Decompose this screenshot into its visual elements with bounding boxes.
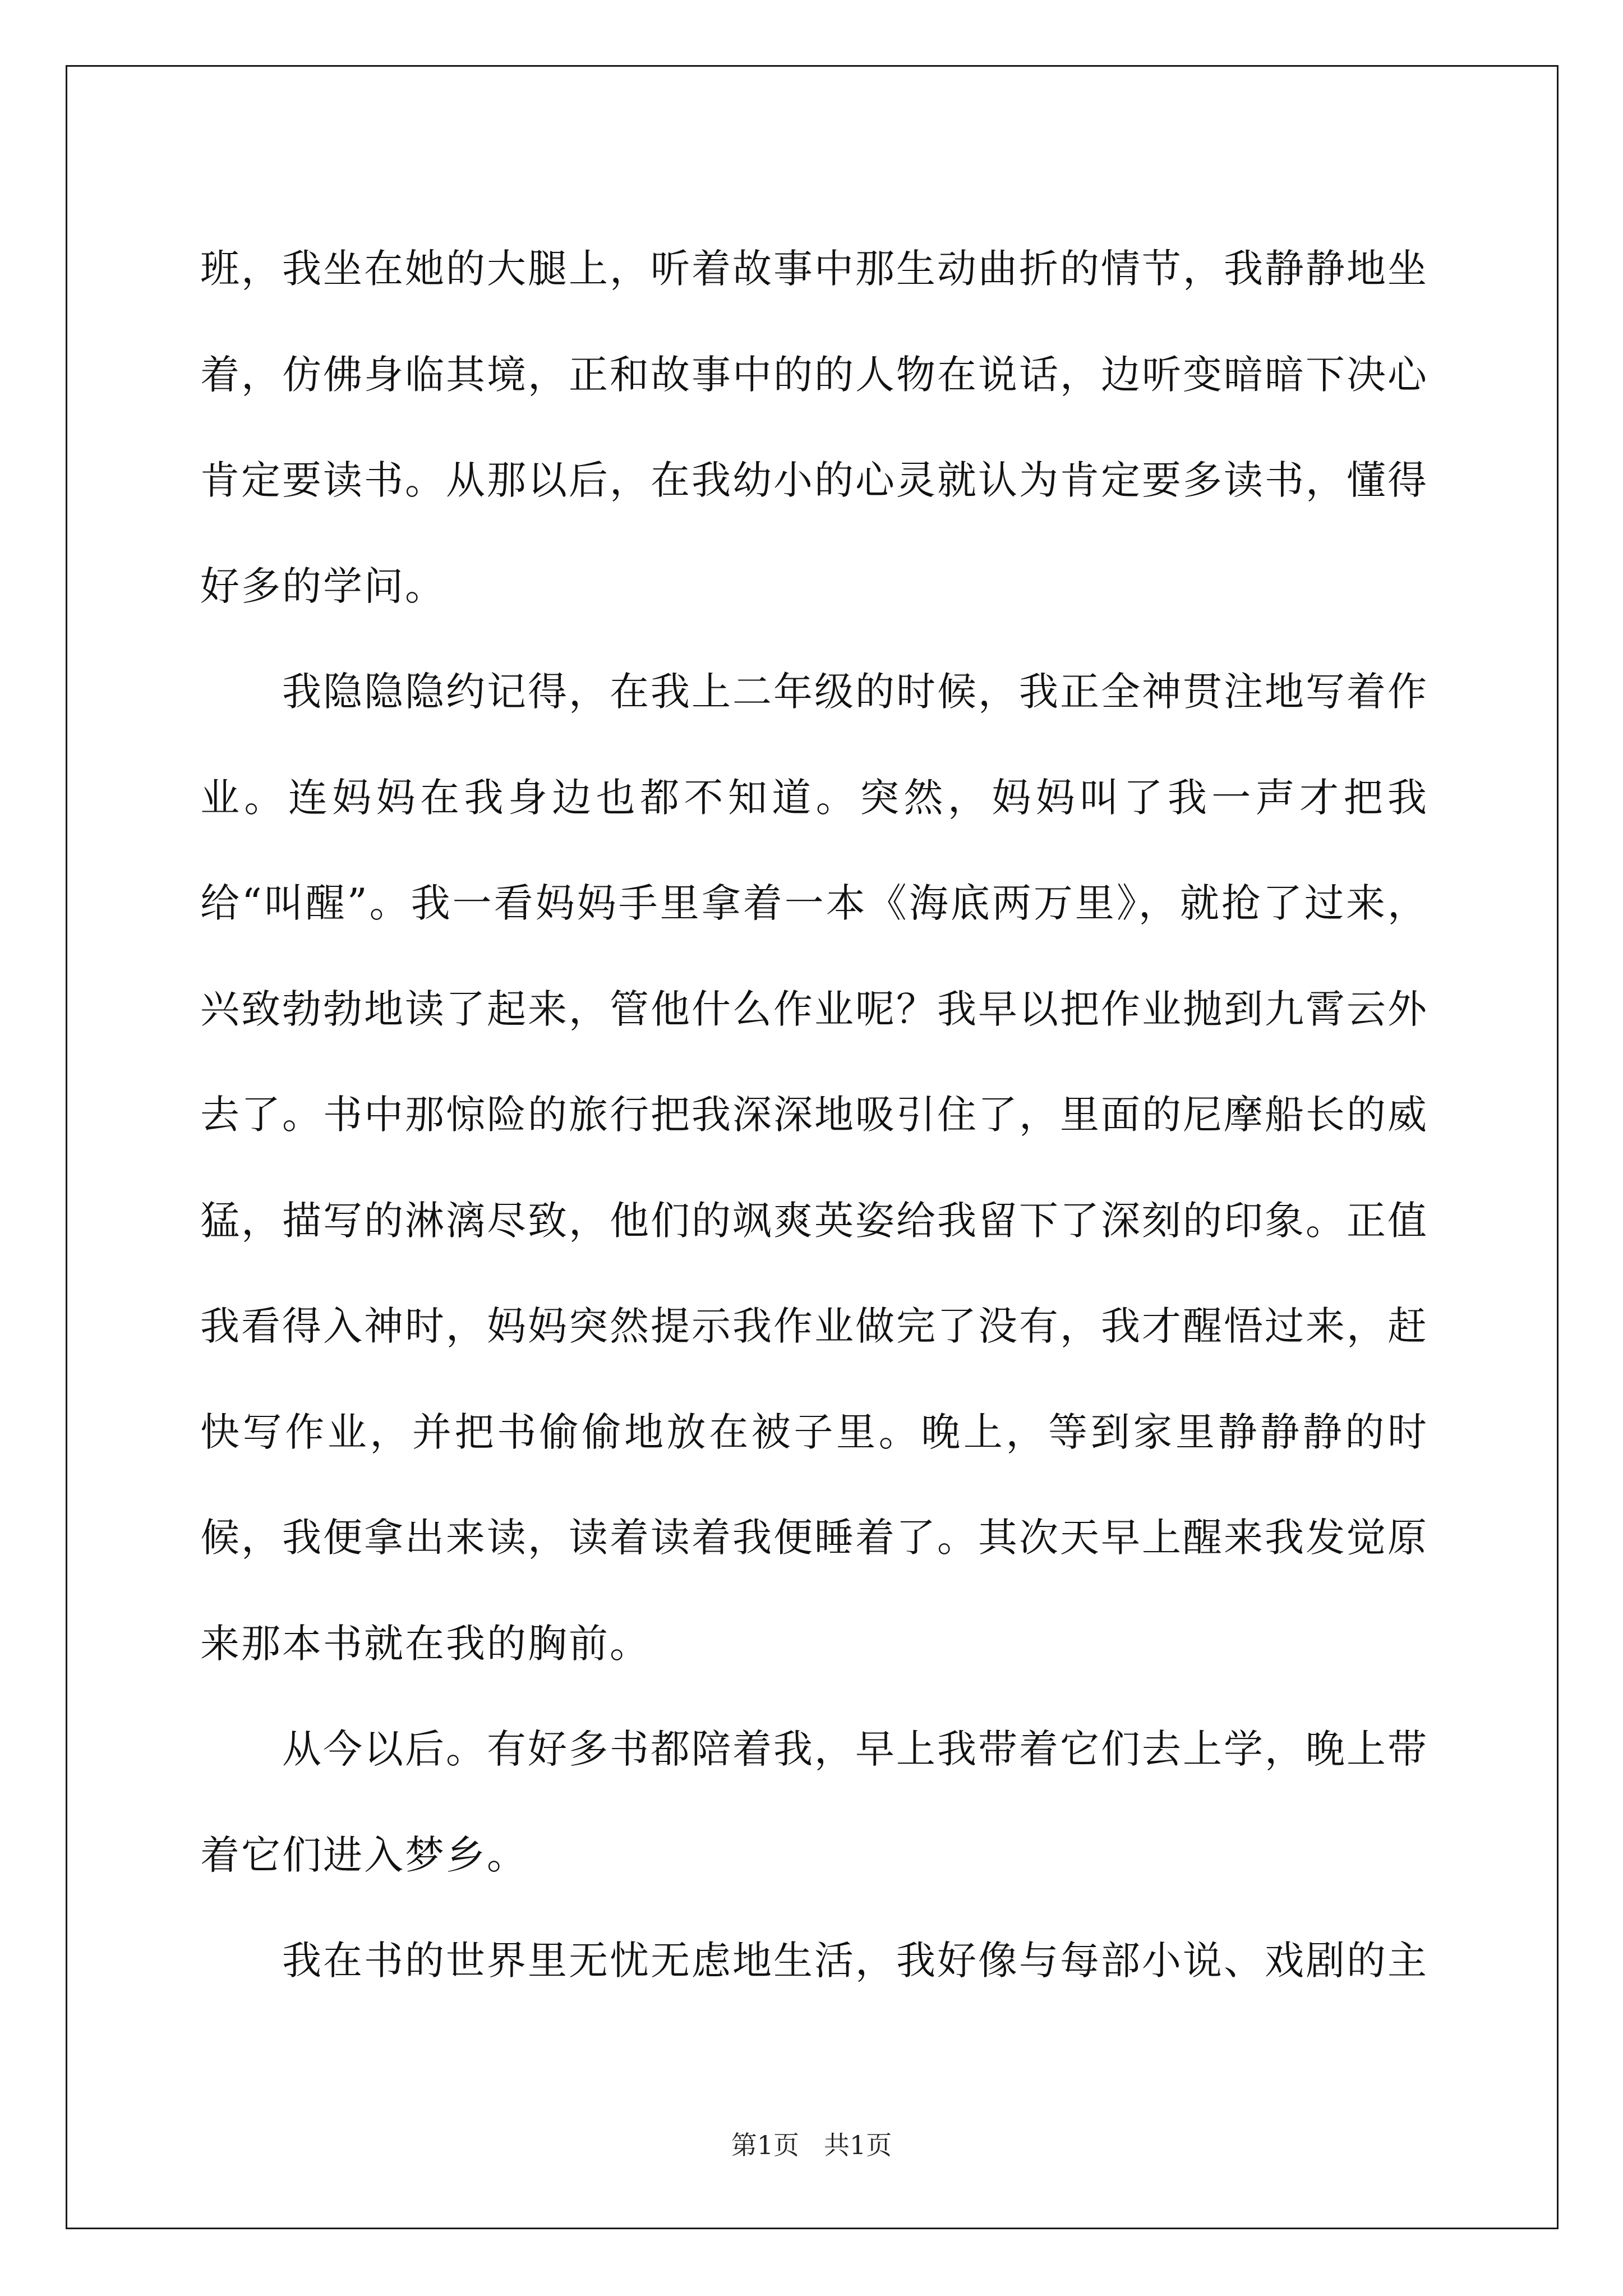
document-body — [200, 216, 1428, 2014]
paragraph: 我隐隐隐约记得，在我上二年级的时候，我正全神贯注地写着作业。连妈妈在我身边也都不知道。突然，妈妈叫了我一声才把我给“叫醒”。我一看妈妈手里拿着一本《海底两万里》，就抢了过来，兴致勃勃地读了起来，管他什么作业呢？我早以把作业抛到九霄云外去了。书中那惊险的旅行把我深深地吸引住了，里面的尼摩船长的威猛，描写的淋漓尽致，他们的飒爽英姿给我留下了深刻的印象。正值我看得入神时，妈妈突然提示我作业做完了没有，我才醒悟过来，赶快写作业，并把书偷偷地放在被子里。晚上，等到家里静静静的时候，我便拿出来读，读着读着我便睡着了。其次天早上醒来我发觉原来那本书就在我的胸前。 — [200, 669, 1428, 1667]
paragraph: 从今以后。有好多书都陪着我，早上我带着它们去上学，晚上带着它们进入梦乡。 — [200, 1726, 1428, 1878]
paragraph: 班，我坐在她的大腿上，听着故事中那生动曲折的情节，我静静地坐着，仿佛身临其境，正和故事中的的人物在说话，边听变暗暗下决心肯定要读书。从那以后，在我幼小的心灵就认为肯定要多读书，懂得好多的学问。 — [200, 246, 1428, 609]
page-number: 第1页 — [731, 2130, 799, 2160]
paragraph: 我在书的世界里无忧无虑地生活，我好像与每部小说、戏剧的主 — [282, 1938, 1428, 1984]
page-footer — [0, 2125, 1623, 2162]
page-total: 共1页 — [824, 2130, 892, 2160]
